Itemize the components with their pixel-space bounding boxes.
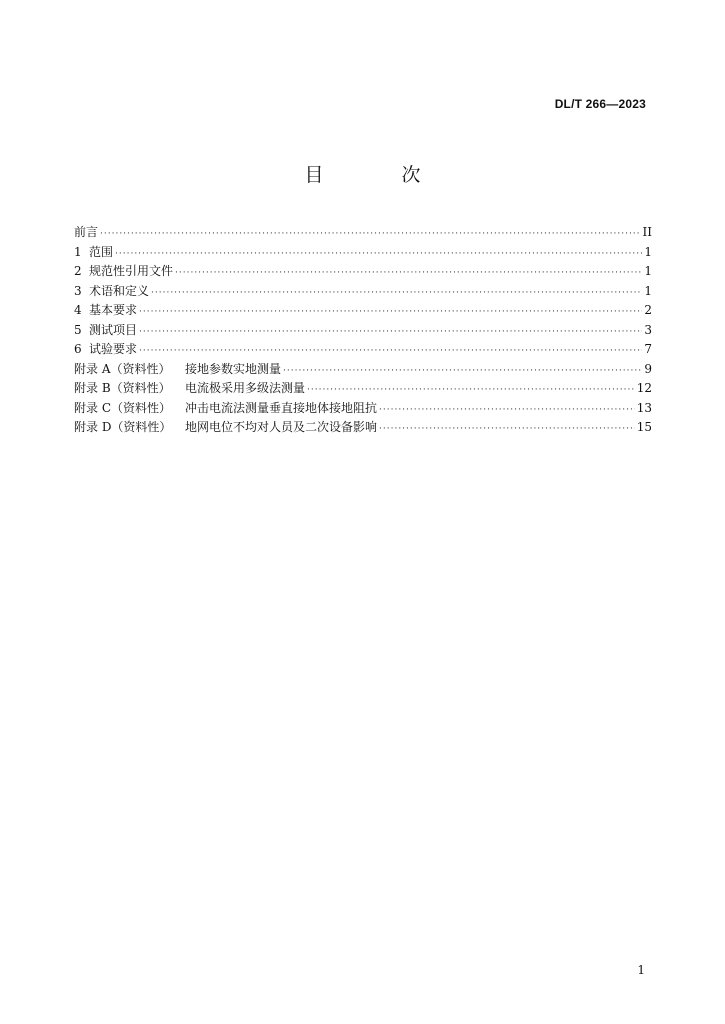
toc-entry-label: 接地参数实地测量 [185, 361, 282, 376]
toc-entry-number: 4 [74, 303, 82, 317]
toc-entry-test-items[interactable] [74, 321, 652, 341]
toc-entry-label: 地网电位不均对人员及二次设备影响 [185, 420, 378, 434]
toc-entry-normative-references[interactable] [74, 262, 652, 282]
dot-leader [283, 362, 642, 382]
toc-entry-label: 电流极采用多级法测量 [185, 381, 306, 395]
toc-entry-label: 测试项目 [89, 322, 138, 337]
toc-entry-page: 15 [636, 420, 652, 434]
toc-entry-label: 试验要求 [89, 342, 138, 356]
toc-entry-page: II [642, 225, 652, 239]
toc-entry-page: 7 [644, 342, 652, 356]
toc-entry-number: 3 [74, 283, 82, 298]
table-of-contents [74, 223, 652, 438]
toc-entry-page: 9 [644, 361, 652, 376]
page-number: 1 [637, 963, 645, 977]
toc-entry-annex-c[interactable] [74, 399, 652, 419]
toc-entry-label: 术语和定义 [89, 283, 150, 298]
toc-entry-page: 12 [636, 381, 652, 395]
toc-entry-annex-b[interactable] [74, 379, 652, 399]
dot-leader [175, 264, 642, 284]
toc-entry-page: 3 [644, 322, 652, 337]
toc-entry-annex-a[interactable] [74, 360, 652, 380]
dot-leader [139, 323, 642, 343]
dot-leader [115, 245, 642, 265]
toc-entry-test-requirements[interactable] [74, 340, 652, 360]
toc-entry-page: 1 [644, 283, 652, 298]
toc-entry-page: 2 [644, 303, 652, 317]
dot-leader [379, 420, 635, 440]
standard-number: DL/T 266—2023 [554, 97, 646, 111]
toc-entry-number: 附录 B（资料性） [74, 381, 171, 395]
toc-entry-number: 附录 D（资料性） [74, 420, 172, 434]
toc-entry-number: 附录 A（资料性） [74, 361, 171, 376]
dot-leader [151, 284, 642, 304]
toc-entry-annex-d[interactable] [74, 418, 652, 438]
toc-entry-number: 6 [74, 342, 82, 356]
toc-entry-number: 附录 C（资料性） [74, 400, 171, 415]
toc-entry-label: 前言 [74, 225, 99, 239]
toc-entry-number: 2 [74, 264, 82, 278]
toc-entry-page: 13 [636, 400, 652, 415]
toc-entry-label: 范围 [89, 244, 114, 259]
toc-entry-label: 基本要求 [89, 303, 138, 317]
toc-entry-label: 规范性引用文件 [89, 264, 174, 278]
dot-leader [379, 401, 635, 421]
page-title: 目 次 [304, 164, 457, 186]
toc-entry-basic-requirements[interactable] [74, 301, 652, 321]
toc-entry-scope[interactable] [74, 243, 652, 263]
toc-entry-number: 5 [74, 322, 82, 337]
toc-entry-foreword[interactable] [74, 223, 652, 243]
toc-entry-page: 1 [644, 264, 652, 278]
toc-entry-terms-definitions[interactable] [74, 282, 652, 302]
toc-entry-page: 1 [644, 244, 652, 259]
dot-leader [139, 303, 642, 323]
toc-entry-number: 1 [74, 244, 82, 259]
dot-leader [100, 225, 641, 245]
toc-entry-label: 冲击电流法测量垂直接地体接地阻抗 [185, 400, 378, 415]
